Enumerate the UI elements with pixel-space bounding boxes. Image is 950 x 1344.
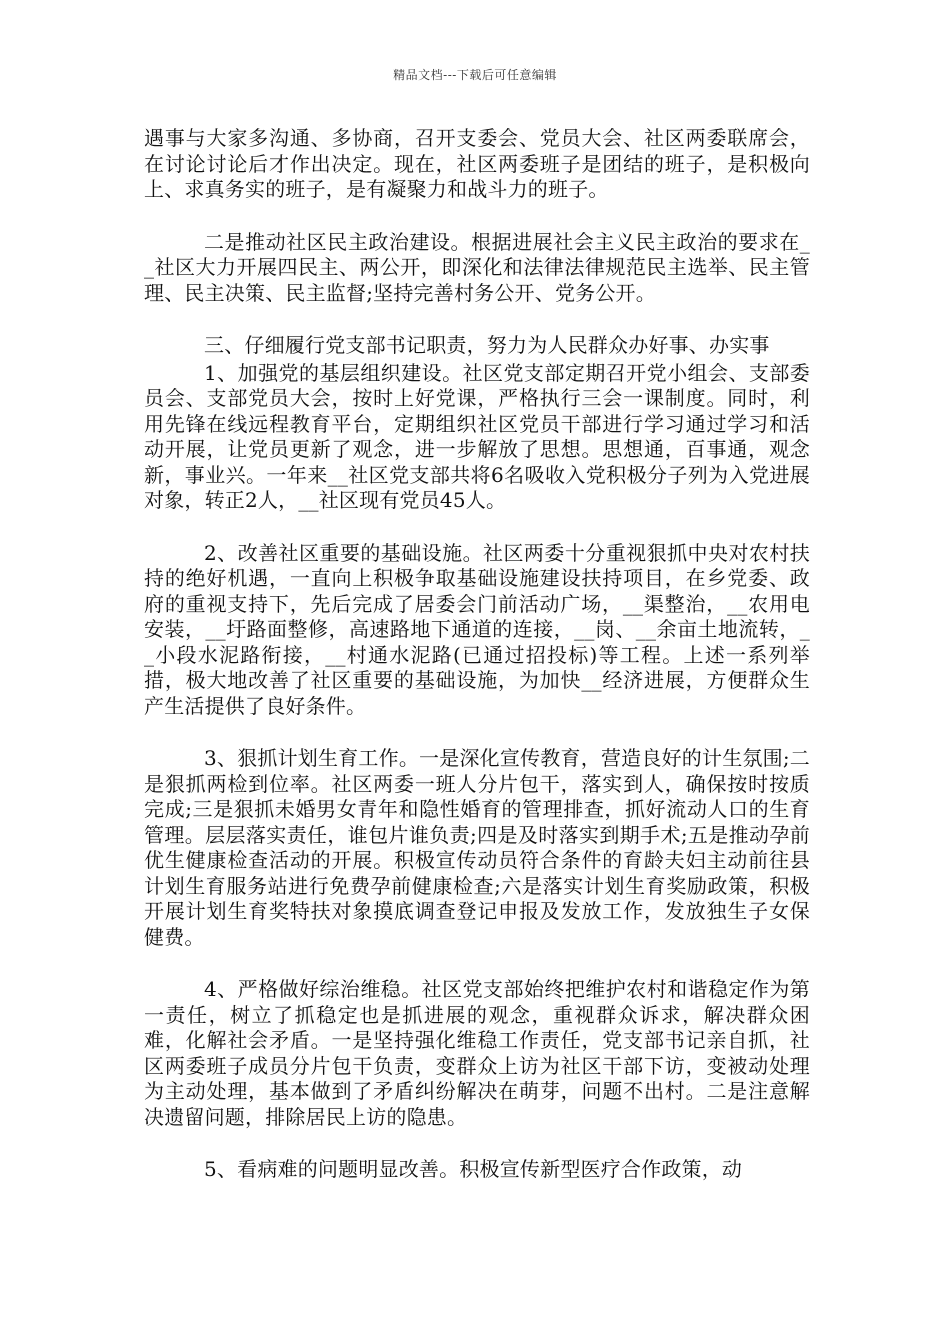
paragraph-democracy: 二是推动社区民主政治建设。根据进展社会主义民主政治的要求在__社区大力开展四民主、两公开，即深化和法律法律规范民主选举、民主管理、民主决策、民主监督;坚持完善村务公开、党务公开。 — [144, 229, 810, 305]
document-body — [144, 126, 810, 1183]
paragraph-family-planning: 3、狠抓计划生育工作。一是深化宣传教育，营造良好的计生氛围;二是狠抓两检到位率。社区两委一班人分片包干，落实到人，确保按时按质完成;三是狠抓未婚男女青年和隐性婚育的管理排查，抓好流动人口的生育管理。层层落实责任，谁包片谁负责;四是及时落实到期手术;五是推动孕前优生健康检查活动的开展。积极宣传动员符合条件的育龄夫妇主动前往县计划生育服务站进行免费孕前健康检查;六是落实计划生育奖励政策，积极开展计划生育奖特扶对象摸底调查登记申报及发放工作，发放独生子女保健费。 — [144, 746, 810, 949]
paragraph-stability: 4、严格做好综治维稳。社区党支部始终把维护农村和谐稳定作为第一责任，树立了抓稳定也是抓进展的观念，重视群众诉求，解决群众困难，化解社会矛盾。一是坚持强化维稳工作责任，党支部书记亲自抓，社区两委班子成员分片包干负责，变群众上访为社区干部下访，变被动处理为主动处理，基本做到了矛盾纠纷解决在萌芽，问题不出村。二是注意解决遗留问题，排除居民上访的隐患。 — [144, 977, 810, 1129]
paragraph-infrastructure: 2、改善社区重要的基础设施。社区两委十分重视狠抓中央对农村扶持的绝好机遇，一直向上积极争取基础设施建设扶持项目，在乡党委、政府的重视支持下，先后完成了居委会门前活动广场，__渠整治，__农用电安装，__圩路面整修，高速路地下通道的连接，__岗、__余亩土地流转，__小段水泥路衔接，__村通水泥路(已通过招投标)等工程。上述一系列举措，极大地改善了社区重要的基础设施，为加快__经济进展，方便群众生产生活提供了良好条件。 — [144, 540, 810, 718]
paragraph-continued: 遇事与大家多沟通、多协商，召开支委会、党员大会、社区两委联席会，在讨论讨论后才作出决定。现在，社区两委班子是团结的班子，是积极向上、求真务实的班子，是有凝聚力和战斗力的班子。 — [144, 126, 810, 201]
section-heading-duties: 三、仔细履行党支部书记职责，努力为人民群众办好事、办实事 — [204, 333, 770, 357]
paragraph-medical: 5、看病难的问题明显改善。积极宣传新型医疗合作政策，动 — [204, 1157, 743, 1181]
paragraph-party-organization: 1、加强党的基层组织建设。社区党支部定期召开党小组会、支部委员会、支部党员大会，按时上好党课，严格执行三会一课制度。同时，利用先锋在线远程教育平台，定期组织社区党员干部进行学习通过学习和活动开展，让党员更新了观念，进一步解放了思想。思想通，百事通，观念新，事业兴。一年来__社区党支部共将6名吸收入党积极分子列为入党进展对象，转正2人，__社区现有党员45人。 — [144, 360, 810, 512]
page-header: 精品文档---下载后可任意编辑 — [393, 68, 557, 82]
